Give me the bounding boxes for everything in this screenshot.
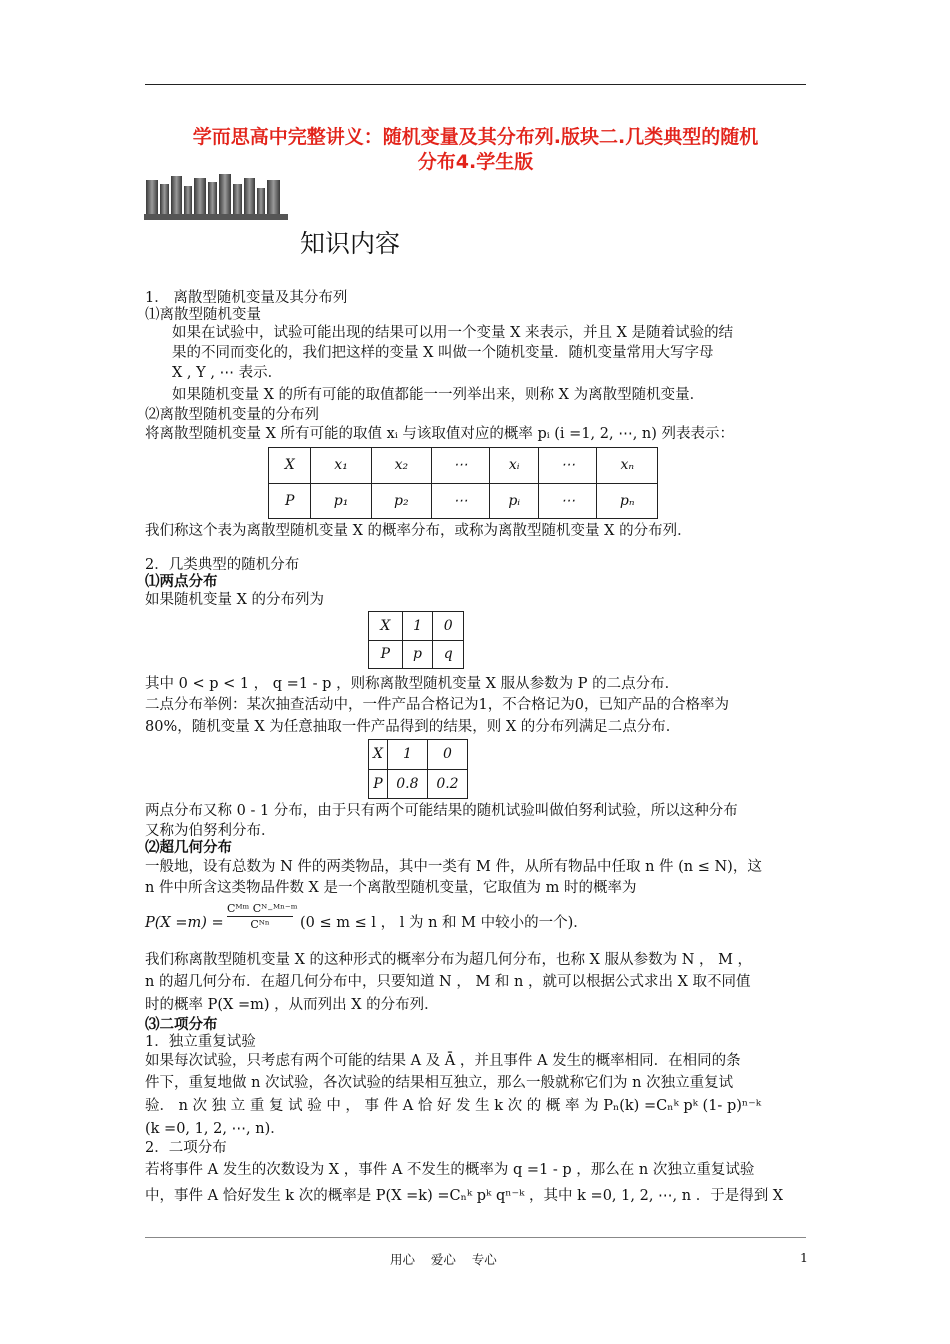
sec1-p2: 果的不同而变化的，我们把这样的变量 X 叫做一个随机变量．随机变量常用大写字母 xyxy=(172,345,714,361)
sec1-sub2: ⑵离散型随机变量的分布列 xyxy=(145,407,319,423)
document-title xyxy=(145,125,806,175)
title-line-2: 分布4.学生版 xyxy=(417,151,534,173)
table-cell: xᵢ xyxy=(489,448,538,484)
table-cell: x₁ xyxy=(311,448,371,484)
table-row xyxy=(369,740,468,770)
sec2-p18: 若将事件 A 发生的次数设为 X ，事件 A 不发生的概率为 q =1 - p ，那么在 n 次独立重复试验 xyxy=(145,1162,755,1178)
books-icon xyxy=(144,172,288,222)
table-cell: X xyxy=(269,448,311,484)
table-cell: p₁ xyxy=(311,483,371,519)
two-point-example-table xyxy=(368,739,468,799)
table-cell: X xyxy=(369,740,388,770)
sec2-p12: 1．独立重复试验 xyxy=(145,1034,256,1050)
sec1-sub1: ⑴离散型随机变量 xyxy=(145,307,261,323)
section-heading: 知识内容 xyxy=(300,229,401,258)
table-row xyxy=(369,640,464,669)
sec2-p5: 两点分布又称 0 - 1 分布，由于只有两个可能结果的随机试验叫做伯努利试验，所以这种分布 xyxy=(145,803,738,819)
distribution-table xyxy=(268,447,658,519)
sec2-p1: 如果随机变量 X 的分布列为 xyxy=(145,592,325,608)
table-row xyxy=(369,612,464,641)
table-cell: 0.2 xyxy=(427,769,467,799)
sec2-p2: 其中 0 < p < 1 ， q =1 - p ，则称离散型随机变量 X 服从参数为 P 的二点分布． xyxy=(145,676,680,692)
sec2-sub1: ⑴两点分布 xyxy=(145,574,218,590)
sec2-p11: 时的概率 P(X =m) ，从而列出 X 的分布列． xyxy=(145,997,439,1013)
footer-rule xyxy=(145,1237,806,1238)
table-cell: pᵢ xyxy=(489,483,538,519)
table-row xyxy=(369,769,468,799)
sec2-p3: 二点分布举例：某次抽查活动中，一件产品合格记为1，不合格记为0，已知产品的合格率为 xyxy=(145,697,729,713)
sec2-p14: 件下，重复地做 n 次试验，各次试验的结果相互独立，那么一般就称它们为 n 次独立重复试 xyxy=(145,1075,734,1091)
table-cell: p xyxy=(402,640,433,669)
sec2-heading: 2．几类典型的随机分布 xyxy=(145,557,300,573)
sec2-p8: n 件中所含这类物品件数 X 是一个离散型随机变量，它取值为 m 时的概率为 xyxy=(145,880,637,896)
top-rule xyxy=(145,84,806,85)
table-cell: P xyxy=(369,769,388,799)
sec2-p13: 如果每次试验，只考虑有两个可能的结果 A 及 Ā ，并且事件 A 发生的概率相同．在相同的条 xyxy=(145,1053,741,1069)
sec2-p17: 2．二项分布 xyxy=(145,1140,227,1156)
sec1-p3: X , Y , ⋯ 表示． xyxy=(172,365,283,381)
table-cell: 0.8 xyxy=(387,769,427,799)
table-cell: P xyxy=(369,640,403,669)
formula-rhs: (0 ≤ m ≤ l ， l 为 n 和 M 中较小的一个)． xyxy=(300,915,588,931)
sec1-p5: 将离散型随机变量 X 所有可能的取值 xᵢ 与该取值对应的概率 pᵢ (i =1, 2, ⋯, n) 列表表示： xyxy=(145,426,735,442)
sec2-sub3: ⑶二项分布 xyxy=(145,1017,218,1033)
table-cell: 1 xyxy=(402,612,433,641)
formula-numerator: Cᴹᵐ Cᴺ₋ᴹⁿ⁻ᵐ xyxy=(227,902,298,915)
sec2-p6: 又称为伯努利分布． xyxy=(145,823,276,839)
sec1-p1: 如果在试验中，试验可能出现的结果可以用一个变量 X 来表示，并且 X 是随着试验的结 xyxy=(172,325,734,341)
sec2-p7: 一般地，设有总数为 N 件的两类物品，其中一类有 M 件，从所有物品中任取 n 件 (n ≤ N)，这 xyxy=(145,859,762,875)
table-cell: ⋯ xyxy=(431,483,489,519)
table-cell: p₂ xyxy=(371,483,431,519)
table-cell: ⋯ xyxy=(539,448,597,484)
sec2-p16: (k =0, 1, 2, ⋯, n)． xyxy=(145,1121,285,1137)
table-cell: P xyxy=(269,483,311,519)
table-row xyxy=(269,483,658,519)
sec2-p9: 我们称离散型随机变量 X 的这种形式的概率分布为超几何分布，也称 X 服从参数为 N ， M ， xyxy=(145,952,753,968)
sec2-p10: n 的超几何分布．在超几何分布中，只要知道 N ， M 和 n ，就可以根据公式求出 X 取不同值 xyxy=(145,974,751,990)
page-number: 1 xyxy=(800,1250,808,1265)
table-cell: ⋯ xyxy=(539,483,597,519)
table-cell: ⋯ xyxy=(431,448,489,484)
sec1-heading: 1． 离散型随机变量及其分布列 xyxy=(145,290,348,306)
table-row xyxy=(269,448,658,484)
table-cell: X xyxy=(369,612,403,641)
title-line-1: 学而思高中完整讲义：随机变量及其分布列.版块二.几类典型的随机 xyxy=(192,126,759,148)
formula-denominator: Cᴺⁿ xyxy=(250,918,270,931)
sec2-sub2: ⑵超几何分布 xyxy=(145,840,232,856)
sec1-p6: 我们称这个表为离散型随机变量 X 的概率分布，或称为离散型随机变量 X 的分布列． xyxy=(145,523,692,539)
formula-lhs: P(X =m) = xyxy=(145,915,224,931)
sec1-p4: 如果随机变量 X 的所有可能的取值都能一一列举出来，则称 X 为离散型随机变量． xyxy=(172,387,705,403)
table-cell: xₙ xyxy=(597,448,658,484)
table-cell: q xyxy=(433,640,464,669)
sec2-p19: 中，事件 A 恰好发生 k 次的概率是 P(X =k) =Cₙᵏ pᵏ qⁿ⁻ᵏ ，其中 k =0, 1, 2, ⋯, n ．于是得到 X xyxy=(145,1188,784,1204)
table-cell: 0 xyxy=(433,612,464,641)
sec2-p15: 验． n 次 独 立 重 复 试 验 中 ， 事 件 A 恰 好 发 生 k 次 的 概 率 为 Pₙ(k) =Cₙᵏ pᵏ (1- p)ⁿ⁻ᵏ xyxy=(145,1098,762,1114)
table-cell: 0 xyxy=(427,740,467,770)
formula-fraction xyxy=(227,901,298,932)
footer-motto: 用心 爱心 专心 xyxy=(390,1252,497,1267)
table-cell: x₂ xyxy=(371,448,431,484)
sec2-p4: 80%，随机变量 X 为任意抽取一件产品得到的结果，则 X 的分布列满足二点分布． xyxy=(145,719,681,735)
two-point-table xyxy=(368,611,464,669)
table-cell: pₙ xyxy=(597,483,658,519)
table-cell: 1 xyxy=(387,740,427,770)
